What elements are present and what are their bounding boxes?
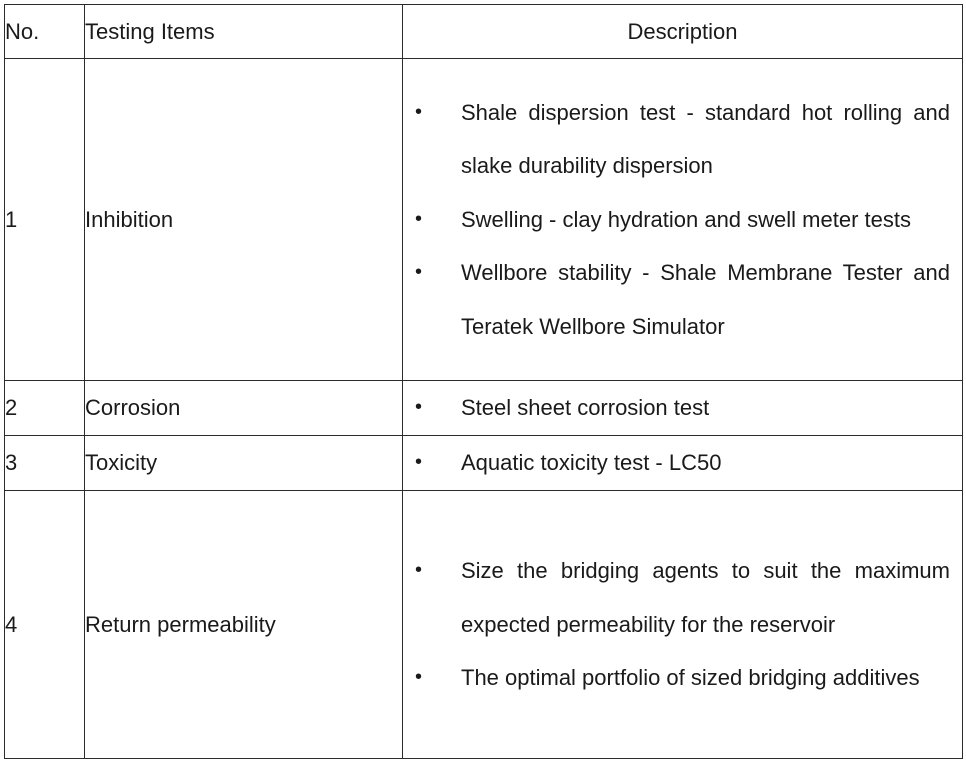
row-number: 4	[5, 491, 85, 759]
table-row	[5, 491, 963, 759]
description-text: The optimal portfolio of sized bridging additives	[461, 665, 920, 691]
description-text: Wellbore stability - Shale Membrane Tester and Teratek Wellbore Simulator	[461, 260, 950, 339]
header-no: No.	[5, 5, 85, 59]
description-list	[403, 544, 962, 705]
list-item	[403, 246, 950, 353]
list-item	[403, 381, 950, 435]
row-number: 2	[5, 381, 85, 436]
row-number: 1	[5, 59, 85, 381]
testing-item: Toxicity	[85, 436, 403, 491]
table-header-row	[5, 5, 963, 59]
description-cell	[403, 436, 963, 491]
description-text: Swelling - clay hydration and swell meter tests	[461, 206, 911, 232]
bullet-icon: •	[415, 261, 423, 284]
testing-item: Return permeability	[85, 491, 403, 759]
description-cell	[403, 381, 963, 436]
description-text: Size the bridging agents to suit the maximum expected permeability for the reservoir	[461, 558, 950, 637]
bullet-icon: •	[415, 207, 423, 230]
list-item	[403, 86, 950, 193]
description-text: Aquatic toxicity test - LC50	[461, 450, 722, 476]
description-cell	[403, 59, 963, 381]
testing-item: Corrosion	[85, 381, 403, 436]
description-text: Steel sheet corrosion test	[461, 395, 710, 421]
description-text: Shale dispersion test - standard hot rolling and slake durability dispersion	[461, 99, 950, 179]
table-row	[5, 436, 963, 491]
list-item	[403, 544, 950, 651]
bullet-icon: •	[415, 451, 423, 474]
header-testing-items: Testing Items	[85, 5, 403, 59]
header-description: Description	[403, 5, 963, 59]
list-item	[403, 193, 950, 247]
description-list	[403, 381, 962, 435]
row-number: 3	[5, 436, 85, 491]
description-list	[403, 86, 962, 354]
table-row	[5, 59, 963, 381]
bullet-icon: •	[415, 100, 423, 123]
description-cell	[403, 491, 963, 759]
table-row	[5, 381, 963, 436]
bullet-icon: •	[415, 396, 423, 419]
testing-item: Inhibition	[85, 59, 403, 381]
list-item	[403, 651, 950, 705]
bullet-icon: •	[415, 666, 423, 689]
bullet-icon: •	[415, 559, 423, 582]
list-item	[403, 436, 950, 490]
description-list	[403, 436, 962, 490]
testing-items-table	[4, 4, 963, 759]
